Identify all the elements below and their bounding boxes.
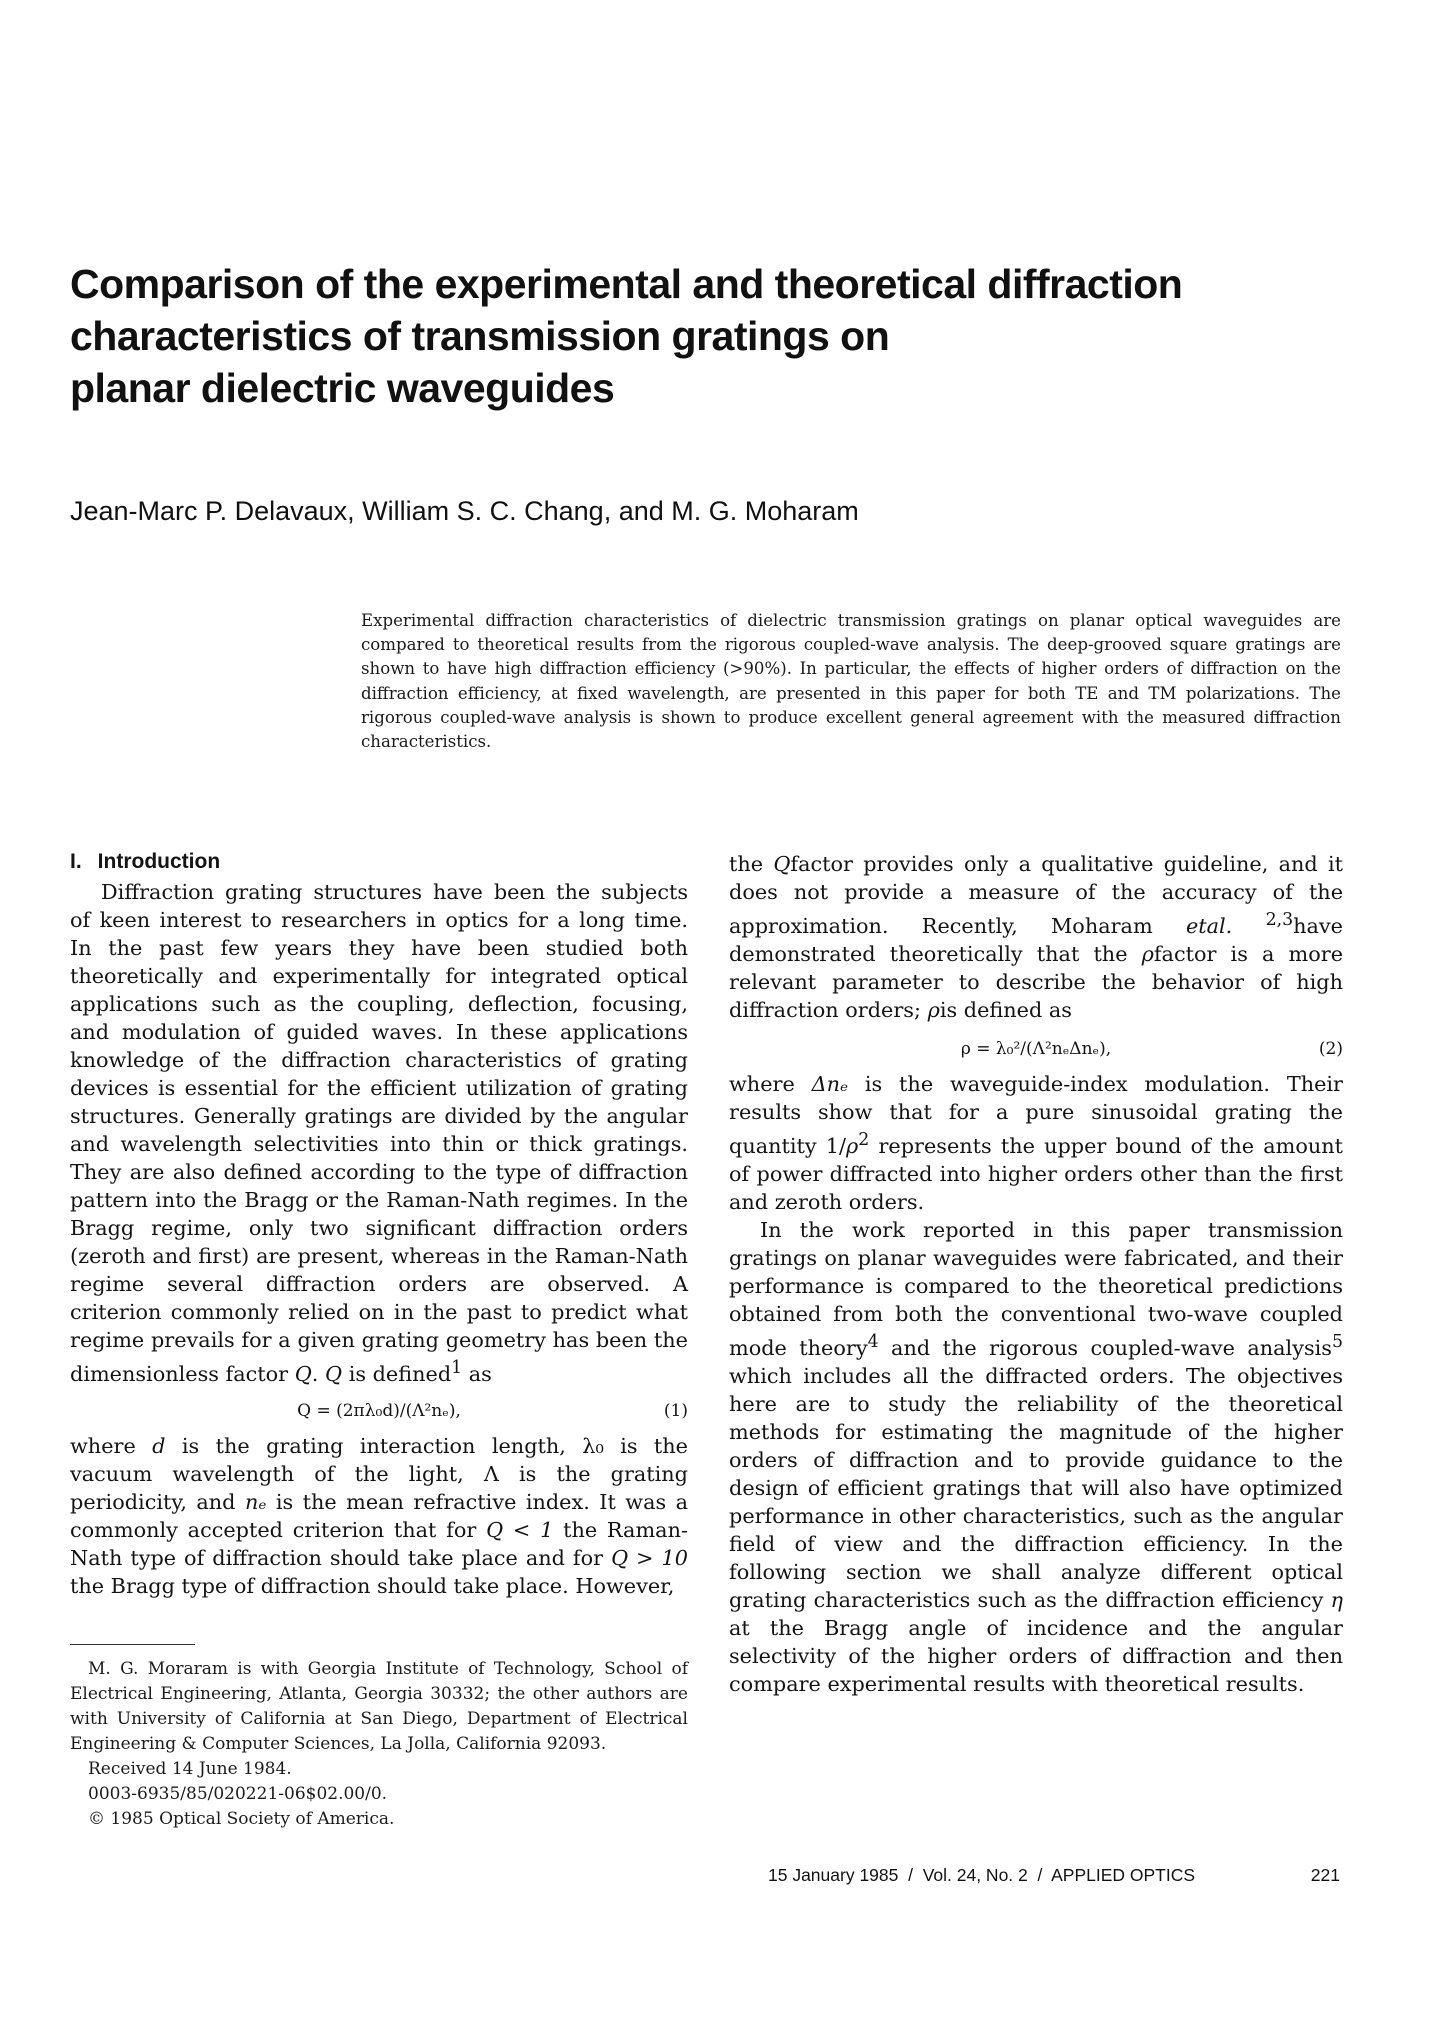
- title-line-3: planar dielectric waveguides: [70, 365, 615, 411]
- section-number: I.: [70, 850, 82, 873]
- right-column: [729, 850, 1343, 1698]
- author-list: Jean-Marc P. Delavaux, William S. C. Chang, and M. G. Moharam: [70, 496, 859, 526]
- intro-paragraph-3: where Δnₑ is the waveguide-index modulation. Their results show that for a pure sinusoidal grating the quantity $1/\rho^2$ represents the upper bound of the amount of power diffracted into higher orders other than the first and zeroth orders.: [729, 1071, 1343, 1214]
- left-column: [70, 848, 688, 1600]
- intro-paragraph-4: In the work reported in this paper transmission gratings on planar waveguides were fabricated, and their performance is compared to the theoretical predictions obtained from both the conventional two-wave coupled mode theory$^4$ and the rigorous coupled-wave analysis$^5$ which includes all the diffracted orders. The objectives here are to study the reliability of the theoretical methods for estimating the magnitude of the higher orders of diffraction and to provide guidance to the design of efficient gratings that will also have optimized performance in other characteristics, such as the angular field of view and the diffraction efficiency. In the following section we shall analyze different optical grating characteristics such as the diffraction efficiency η at the Bragg angle of incidence and the angular selectivity of the higher orders of diffraction and then compare experimental results with theoretical results.: [729, 1217, 1343, 1696]
- equation-1-number: (1): [663, 1400, 688, 1421]
- equation-2-number: (2): [1318, 1038, 1343, 1059]
- footnote-affiliation: M. G. Moraram is with Georgia Institute of Technology, School of Electrical Engineering, Atlanta, Georgia 30332; the other authors are with University of California at San Diego, Department of Electrical Engineering & Computer Sciences, La Jolla, California 92093.: [70, 1659, 688, 1754]
- footnote-received: Received 14 June 1984.: [88, 1759, 292, 1779]
- equation-1-expression: Q = (2πλ₀d)/(Λ²nₑ),: [297, 1400, 461, 1421]
- section-title: Introduction: [97, 850, 221, 873]
- page-number: 221: [1310, 1865, 1340, 1885]
- footnote-code: 0003-6935/85/020221-06$02.00/0.: [88, 1784, 388, 1804]
- section-heading: [70, 848, 688, 876]
- equation-2: [729, 1034, 1343, 1064]
- title-line-2: characteristics of transmission gratings on: [70, 313, 890, 359]
- intro-paragraph-1: Diffraction grating structures have been the subjects of keen interest to researchers in optics for a long time. In the past few years they have been studied both theoretically and experimentally for integrated optical applications such as the coupling, deflection, focusing, and modulation of guided waves. In these applications knowledge of the diffraction characteristics of grating devices is essential for the efficient utilization of grating structures. Generally gratings are divided by the angular and wavelength selectivities into thin or thick gratings. They are also defined according to the type of diffraction pattern into the Bragg or the Raman-Nath regimes. In the Bragg regime, only two significant diffraction orders (zeroth and first) are present, whereas in the Raman-Nath regime several diffraction orders are observed. A criterion commonly relied on in the past to predict what regime prevails for a given grating geometry has been the dimensionless factor Q. Q is defined$^1$ as: [70, 880, 688, 1386]
- footnote-rule: [70, 1644, 195, 1645]
- intro-paragraph-2-continued: the Qfactor provides only a qualitative guideline, and it does not provide a measure of the accuracy of the approximation. Recently, Moharam etal. $^{2,3}$have demonstrated theoretically that the ρfactor is a more relevant parameter to describe the behavior of high diffraction orders; ρis defined as: [729, 852, 1344, 1022]
- equation-2-expression: ρ = λ₀²/(Λ²nₑΔnₑ),: [960, 1038, 1112, 1059]
- footnote-copyright: © 1985 Optical Society of America.: [88, 1809, 395, 1829]
- journal-citation: 15 January 1985 / Vol. 24, No. 2 / APPLIED OPTICS: [768, 1865, 1196, 1885]
- equation-1: [70, 1396, 688, 1426]
- abstract: Experimental diffraction characteristics of dielectric transmission gratings on planar optical waveguides are compared to theoretical results from the rigorous coupled-wave analysis. The deep-grooved square gratings are shown to have high diffraction efficiency (>90%). In particular, the effects of higher orders of diffraction on the diffraction efficiency, at fixed wavelength, are presented in this paper for both TE and TM polarizations. The rigorous coupled-wave analysis is shown to produce excellent general agreement with the measured diffraction characteristics.: [361, 611, 1341, 752]
- title-line-1: Comparison of the experimental and theoretical diffraction: [70, 261, 1183, 307]
- article-title: [70, 258, 1360, 414]
- intro-paragraph-2: where d is the grating interaction length, λ₀ is the vacuum wavelength of the light, Λ is the grating periodicity, and nₑ is the mean refractive index. It was a commonly accepted criterion that for Q < 1 the Raman-Nath type of diffraction should take place and for Q > 10 the Bragg type of diffraction should take place. However,: [70, 1433, 688, 1598]
- footnote: [70, 1657, 688, 1832]
